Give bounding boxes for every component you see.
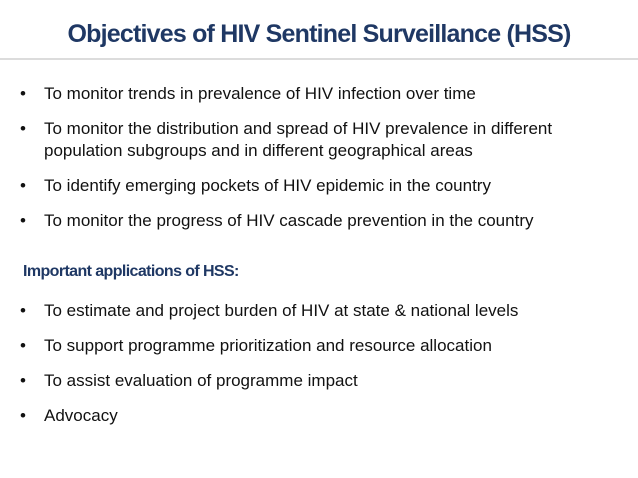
list-item	[20, 118, 630, 162]
bullet-icon: •	[20, 406, 26, 425]
slide-title: Objectives of HIV Sentinel Surveillance (HSS)	[67, 20, 571, 48]
application-text: To estimate and project burden of HIV at state & national levels	[44, 301, 519, 320]
list-item	[20, 370, 630, 392]
list-item	[20, 175, 630, 197]
list-item	[20, 300, 630, 322]
objective-text: To monitor trends in prevalence of HIV infection over time	[44, 84, 476, 103]
bullet-icon: •	[20, 301, 26, 320]
bullet-icon: •	[20, 84, 26, 103]
objective-text: To monitor the progress of HIV cascade prevention in the country	[44, 211, 534, 230]
list-item	[20, 83, 630, 105]
application-text: Advocacy	[44, 406, 118, 425]
bullet-icon: •	[20, 211, 26, 230]
bullet-icon: •	[20, 336, 26, 355]
applications-list	[20, 300, 630, 427]
title-divider	[0, 58, 638, 60]
bullet-icon: •	[20, 371, 26, 390]
bullet-icon: •	[20, 176, 26, 195]
objectives-list	[20, 83, 630, 232]
list-item	[20, 335, 630, 357]
list-item	[20, 405, 630, 427]
application-text: To support programme prioritization and resource allocation	[44, 336, 492, 355]
list-item	[20, 210, 630, 232]
application-text: To assist evaluation of programme impact	[44, 371, 358, 390]
objective-text: To monitor the distribution and spread of HIV prevalence in different population subgroups and in different geographical areas	[44, 119, 553, 160]
objective-text: To identify emerging pockets of HIV epidemic in the country	[44, 176, 491, 195]
bullet-icon: •	[20, 119, 26, 138]
applications-heading: Important applications of HSS:	[23, 263, 239, 280]
